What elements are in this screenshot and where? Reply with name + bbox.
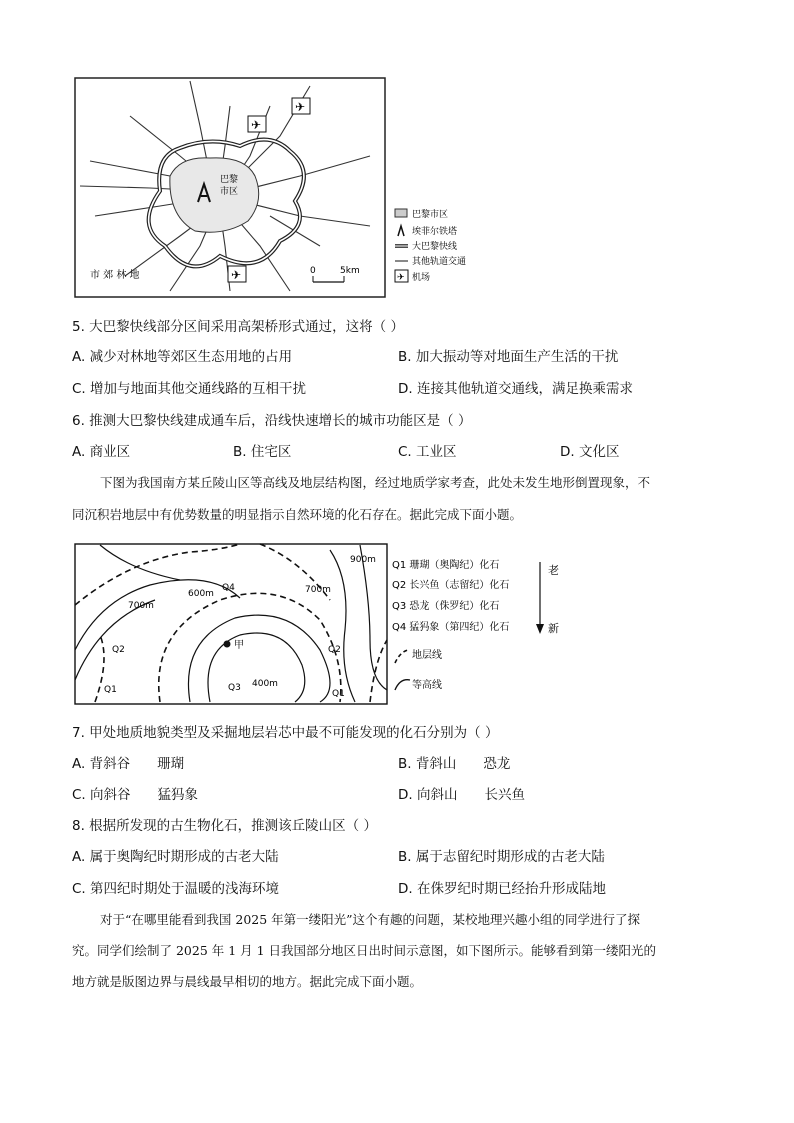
airport-icon <box>248 116 266 132</box>
q5-option-b: B. 加大振动等对地面生产生活的干扰 <box>398 349 619 365</box>
q8-stem: 8. 根据所发现的古生物化石，推测该丘陵山区（ ） <box>72 818 377 834</box>
q7-option-c: C. 向斜谷 猛犸象 <box>72 787 199 803</box>
svg-text:地层线: 地层线 <box>412 650 442 661</box>
svg-text:✈: ✈ <box>295 100 306 114</box>
forest-label: 市 郊 林 地 <box>90 270 140 281</box>
svg-text:Q1: Q1 <box>332 689 345 699</box>
q5-option-a: A. 减少对林地等郊区生态用地的占用 <box>72 349 293 365</box>
svg-text:等高线: 等高线 <box>412 680 442 691</box>
svg-text:Q4: Q4 <box>222 583 235 593</box>
map2-legend <box>392 558 559 691</box>
svg-text:老: 老 <box>548 564 559 577</box>
q8-option-a: A. 属于奥陶纪时期形成的古老大陆 <box>72 849 279 865</box>
svg-text:其他轨道交通: 其他轨道交通 <box>412 257 467 267</box>
svg-text:400m: 400m <box>252 679 278 689</box>
q6-option-c: C. 工业区 <box>398 444 457 460</box>
svg-text:埃菲尔铁塔: 埃菲尔铁塔 <box>412 227 458 237</box>
airport-icon <box>228 266 246 282</box>
svg-text:600m: 600m <box>188 589 214 599</box>
q5-option-d: D. 连接其他轨道交通线，满足换乘需求 <box>398 381 633 397</box>
svg-text:甲: 甲 <box>234 640 244 651</box>
q7-stem: 7. 甲处地质地貌类型及采掘地层岩芯中最不可能发现的化石分别为（ ） <box>72 725 499 741</box>
intro3-line3: 地方就是版图边界与晨线最早相切的地方。据此完成下面小题。 <box>72 974 423 989</box>
svg-text:新: 新 <box>548 622 559 635</box>
q8-option-b: B. 属于志留纪时期形成的古老大陆 <box>398 849 605 865</box>
q6-stem: 6. 推测大巴黎快线建成通车后，沿线快速增长的城市功能区是（ ） <box>72 413 472 429</box>
svg-text:✈: ✈ <box>251 118 262 132</box>
svg-text:700m: 700m <box>128 601 154 611</box>
svg-text:Q2: Q2 <box>328 645 341 655</box>
svg-text:5km: 5km <box>340 266 360 276</box>
svg-text:0: 0 <box>310 266 316 276</box>
svg-text:Q1: Q1 <box>104 685 117 695</box>
q5-stem: 5. 大巴黎快线部分区间采用高架桥形式通过，这将（ ） <box>72 319 404 335</box>
svg-text:Q1 珊瑚（奥陶纪）化石: Q1 珊瑚（奥陶纪）化石 <box>392 560 500 571</box>
svg-text:Q3: Q3 <box>228 683 241 693</box>
point-jia <box>224 641 231 648</box>
paris-urban-area <box>170 158 259 232</box>
intro2-line2: 同沉积岩地层中有优势数量的明显指示自然环境的化石存在。据此完成下面小题。 <box>72 507 523 522</box>
q6-option-d: D. 文化区 <box>560 444 620 460</box>
map1-legend <box>395 208 466 283</box>
svg-text:Q3 恐龙（侏罗纪）化石: Q3 恐龙（侏罗纪）化石 <box>392 601 500 612</box>
svg-text:Q4 猛犸象（第四纪）化石: Q4 猛犸象（第四纪）化石 <box>392 622 510 633</box>
q8-option-d: D. 在侏罗纪时期已经抬升形成陆地 <box>398 881 606 897</box>
paris-express-map <box>70 76 490 301</box>
q5-option-c: C. 增加与地面其他交通线路的互相干扰 <box>72 381 307 397</box>
svg-text:700m: 700m <box>305 585 331 595</box>
q6-option-a: A. 商业区 <box>72 444 131 460</box>
q7-option-b: B. 背斜山 恐龙 <box>398 756 511 772</box>
svg-text:机场: 机场 <box>412 273 431 283</box>
svg-text:巴黎市区: 巴黎市区 <box>412 210 449 220</box>
intro3-line1: 对于“在哪里能看到我国 2025 年第一缕阳光”这个有趣的问题，某校地理兴趣小组的同学进行了探 <box>100 912 641 927</box>
svg-text:✈: ✈ <box>397 273 405 283</box>
intro3-line2: 究。同学们绘制了 2025 年 1 月 1 日我国部分地区日出时间示意图，如下图所示。能够看到第一缕阳光的 <box>72 943 657 958</box>
svg-text:大巴黎快线: 大巴黎快线 <box>412 242 458 252</box>
q7-option-d: D. 向斜山 长兴鱼 <box>398 787 525 803</box>
contour-stratum-map <box>70 540 570 708</box>
svg-text:✈: ✈ <box>231 268 242 282</box>
urban-label-2: 市区 <box>220 187 239 197</box>
svg-text:Q2 长兴鱼（志留纪）化石: Q2 长兴鱼（志留纪）化石 <box>392 580 510 591</box>
svg-text:900m: 900m <box>350 555 376 565</box>
q8-option-c: C. 第四纪时期处于温暖的浅海环境 <box>72 881 280 897</box>
airport-icon <box>292 98 310 114</box>
intro2-line1: 下图为我国南方某丘陵山区等高线及地层结构图，经过地质学家考查，此处未发生地形倒置现象，不 <box>100 475 651 490</box>
svg-text:Q2: Q2 <box>112 645 125 655</box>
q7-option-a: A. 背斜谷 珊瑚 <box>72 756 185 772</box>
urban-label-1: 巴黎 <box>220 175 239 185</box>
q6-option-b: B. 住宅区 <box>233 444 292 460</box>
